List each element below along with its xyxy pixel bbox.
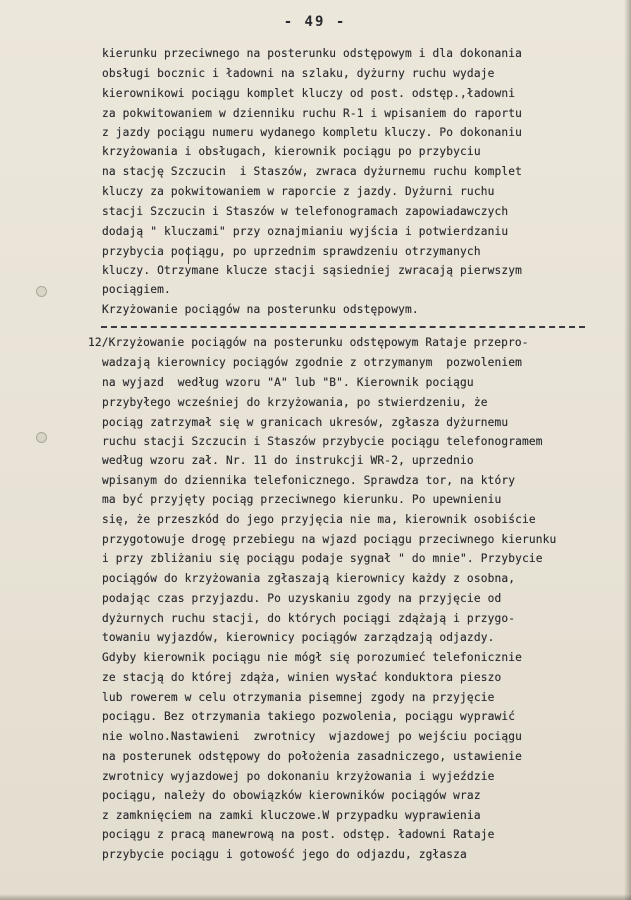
text-line: przybycia pociągu, po uprzednim sprawdzeniu otrzymanych: [102, 245, 481, 258]
text-line: towaniu wyjazdów, kierownicy pociągów zarządzają odjazdy.: [102, 631, 495, 644]
text-line: ze stacją do której zdąża, winien wysłać konduktora pieszo: [102, 671, 502, 684]
text-line: według wzoru zał. Nr. 11 do instrukcji WR-2, uprzednio: [102, 454, 474, 467]
page-edge-shadow-bottom: [0, 894, 631, 900]
text-line: pociągu. Bez otrzymania takiego pozwolenia, pociągu wyprawić: [102, 710, 516, 723]
text-line: krzyżowania i obsługach, kierownik pociągu po przybyciu: [102, 145, 481, 158]
text-line: wadzają kierownicy pociągów zgodnie z otrzymanym pozwoleniem: [102, 356, 523, 369]
text-line: z jazdy pociągu numeru wydanego kompletu kluczy. Po dokonaniu: [102, 126, 523, 139]
text-line: za pokwitowaniem w dzienniku ruchu R-1 i wpisaniem do raportu: [102, 107, 523, 120]
text-line: zwrotnicy wyjazdowej po dokonaniu krzyżowania i wyjeździe: [102, 770, 495, 783]
text-line: kierunku przeciwnego na posterunku odstępowym i dla dokonania: [102, 47, 523, 60]
text-line: przybycie pociągu i gotowość jego do odjazdu, zgłasza: [102, 848, 467, 861]
text-line: nie wolno.Nastawieni zwrotnicy wjazdowej po wejściu pociągu: [102, 730, 523, 743]
text-line: pociągów do krzyżowania zgłaszają kierownicy każdy z osobna,: [102, 572, 516, 585]
text-line: kierownikowi pociągu komplet kluczy od post. odstęp.,ładowni: [102, 87, 516, 100]
text-line: wpisanym do dziennika telefonicznego. Sprawdza tor, na który: [102, 474, 516, 487]
text-line: pociąg zatrzymał się w granicach ukresów, zgłasza dyżurnemu: [102, 416, 509, 429]
text-line: na posterunek odstępowy do położenia zasadniczego, ustawienie: [102, 750, 523, 763]
text-line: kluczy. Otrzymane klucze stacji sąsiedniej zwracają pierwszym: [102, 264, 523, 277]
text-line: pociągu, należy do obowiązków kierowników pociągów wraz: [102, 789, 481, 802]
text-line: i przy zbliżaniu się pociągu podaje sygnał " do mnie". Przybycie: [102, 552, 543, 565]
text-line: kluczy za pokwitowaniem w raporcie z jazdy. Dyżurni ruchu: [102, 185, 495, 198]
text-line: na wyjazd według wzoru "A" lub "B". Kierownik pociągu: [102, 376, 474, 389]
page-edge-shadow-right: [624, 0, 631, 900]
punch-hole: [36, 286, 47, 297]
text-line: przygotowuje drogę przebiegu na wjazd pociągu przeciwnego kierunku: [102, 533, 557, 546]
text-line: podając czas przyjazdu. Po uzyskaniu zgody na przyjęcie od: [102, 592, 502, 605]
page-number: - 49 -: [283, 14, 347, 30]
punch-hole: [36, 432, 47, 443]
text-line: z zamknięciem na zamki kluczowe.W przypadku wyprawienia: [102, 809, 481, 822]
text-line: stacji Szczucin i Staszów w telefonogramach zapowiadawczych: [102, 205, 509, 218]
section-heading: Krzyżowanie pociągów na posterunku odstępowym.: [102, 303, 419, 316]
text-line: dyżurnych ruchu stacji, do których pociągi zdążają i przygo-: [102, 612, 516, 625]
text-line: pociągiem.: [102, 283, 171, 296]
numbered-paragraph-start: 12/Krzyżowanie pociągów na posterunku odstępowym Rataje przepro-: [88, 336, 529, 349]
text-line: pociągu z pracą manewrową na post. odstęp. ładowni Rataje: [102, 828, 495, 841]
text-line: na stację Szczucin i Staszów, zwraca dyżurnemu ruchu komplet: [102, 165, 523, 178]
text-line: obsługi bocznic i ładowni na szlaku, dyżurny ruchu wydaje: [102, 67, 495, 80]
text-line: się, że przeszkód do jego przyjęcia nie ma, kierownik osobiście: [102, 513, 536, 526]
text-line: dodają " kluczami" przy oznajmianiu wyjścia i potwierdzaniu: [102, 225, 509, 238]
text-line: ruchu stacji Szczucin i Staszów przybycie pociągu telefonogramem: [102, 435, 543, 448]
text-line: ma być przyjęty pociąg przeciwnego kierunku. Po upewnieniu: [102, 493, 502, 506]
text-line: Gdyby kierownik pociągu nie mógł się porozumieć telefonicznie: [102, 651, 523, 664]
text-line: przybyłego wcześniej do krzyżowania, po stwierdzeniu, że: [102, 396, 488, 409]
heading-underline: [101, 326, 585, 328]
text-line: lub rowerem w celu otrzymania pisemnej zgody na przyjęcie: [102, 691, 495, 704]
